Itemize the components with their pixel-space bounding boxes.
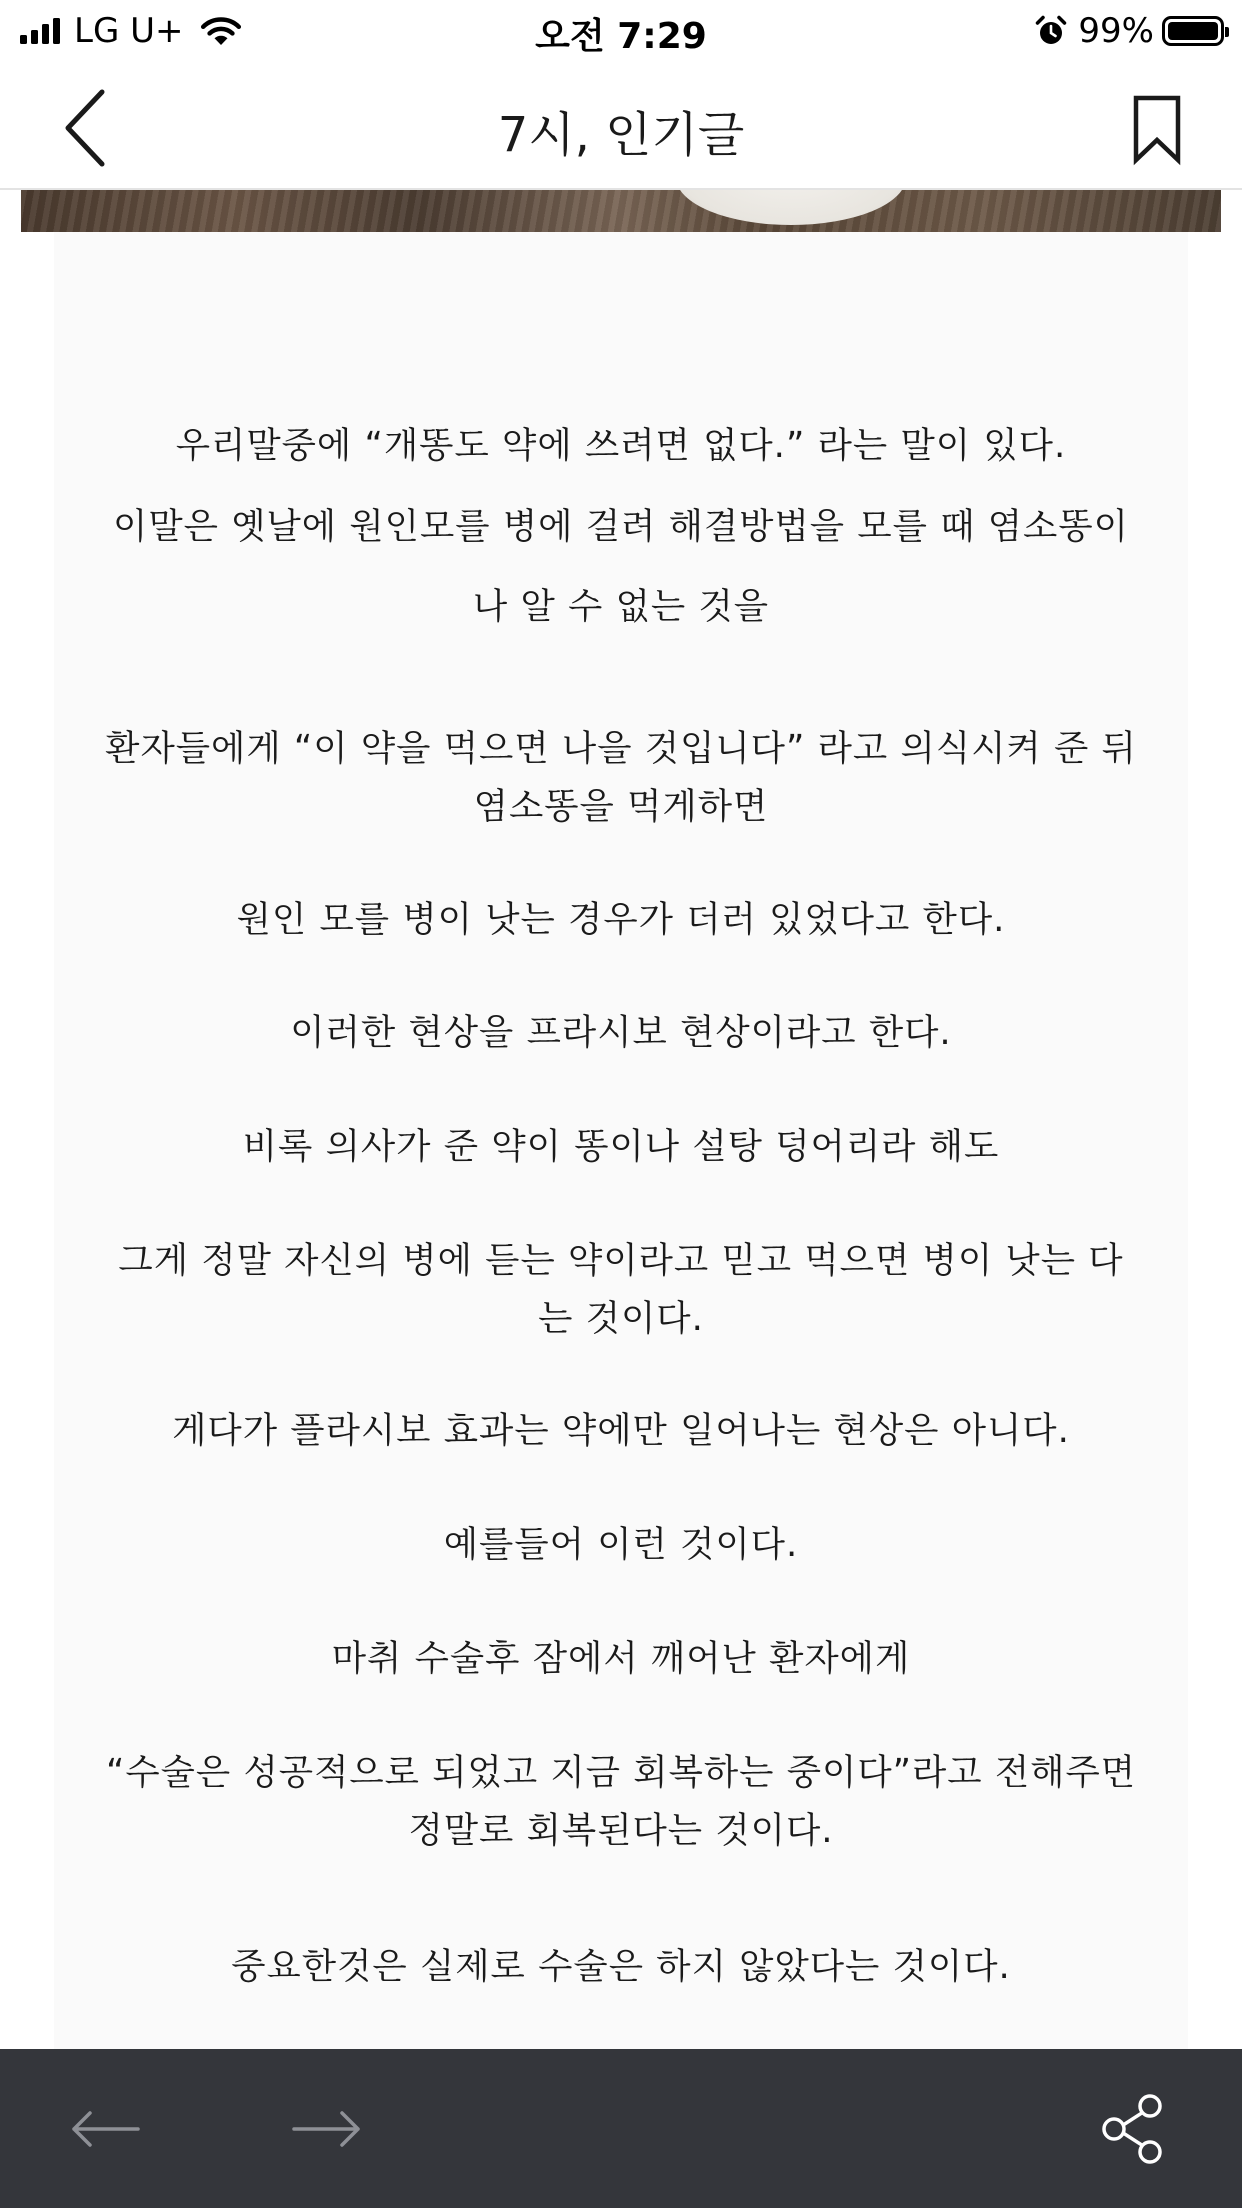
article-paragraph	[54, 1938, 1188, 1996]
paragraph-line: 이러한 현상을 프라시보 현상이라고 한다.	[290, 1012, 952, 1053]
paragraph-line: 는 것이다.	[538, 1298, 704, 1339]
status-right	[1034, 10, 1224, 52]
article-paragraph	[54, 417, 1188, 475]
article-paragraph	[54, 1004, 1188, 1062]
arrow-left-icon	[66, 2089, 146, 2169]
bottom-toolbar	[0, 2049, 1242, 2208]
article-paragraph	[54, 891, 1188, 949]
browser-forward-button[interactable]	[286, 2089, 366, 2169]
paragraph-line: 마취 수술후 잠에서 깨어난 환자에게	[331, 1638, 911, 1679]
status-bar	[0, 0, 1242, 62]
bookmark-icon	[1122, 92, 1192, 168]
article-paragraph	[54, 498, 1188, 556]
browser-back-button[interactable]	[66, 2089, 146, 2169]
article-hero-image	[21, 190, 1221, 232]
paragraph-line: “수술은 성공적으로 되었고 지금 회복하는 중이다”라고 전해주면	[105, 1752, 1137, 1793]
paragraph-line: 염소똥을 먹게하면	[473, 786, 769, 827]
paragraph-line: 예를들어 이런 것이다.	[443, 1524, 799, 1565]
battery-nub	[1225, 27, 1229, 37]
wood-texture	[21, 190, 1221, 232]
article-paragraph	[54, 1402, 1188, 1460]
paragraph-line: 게다가 플라시보 효과는 약에만 일어나는 현상은 아니다.	[172, 1410, 1070, 1451]
page-title: 7시, 인기글	[497, 107, 745, 163]
battery-icon	[1162, 16, 1224, 46]
article-paragraph	[54, 1516, 1188, 1574]
alarm-icon	[1034, 14, 1068, 48]
article-paragraph	[54, 578, 1188, 636]
carrier-name: LG U+	[74, 11, 184, 51]
article-paragraph	[54, 1118, 1188, 1176]
article-paragraph	[54, 1232, 1188, 1348]
paragraph-line: 정말로 회복된다는 것이다.	[408, 1810, 834, 1851]
paragraph-line: 그게 정말 자신의 병에 듣는 약이라고 믿고 먹으면 병이 낫는 다	[118, 1240, 1124, 1281]
paragraph-line: 나 알 수 없는 것을	[472, 586, 770, 627]
paragraph-line: 이말은 옛날에 원인모를 병에 걸려 해결방법을 모를 때 염소똥이	[113, 506, 1129, 547]
paragraph-line: 중요한것은 실제로 수술은 하지 않았다는 것이다.	[231, 1946, 1011, 1987]
bookmark-button[interactable]	[1122, 92, 1192, 168]
status-time: 오전 7:29	[535, 16, 707, 57]
article-paragraph	[54, 1744, 1188, 1860]
nav-header	[0, 62, 1242, 190]
article-paragraph	[54, 720, 1188, 836]
share-icon	[1092, 2089, 1172, 2169]
paragraph-line: 환자들에게 “이 약을 먹으면 나을 것입니다” 라고 의식시켜 준 뒤	[105, 728, 1137, 769]
battery-percent: 99%	[1078, 11, 1154, 51]
back-button[interactable]	[50, 88, 130, 168]
paragraph-line: 우리말중에 “개똥도 약에 쓰려면 없다.” 라는 말이 있다.	[175, 425, 1067, 466]
chevron-left-icon	[50, 88, 130, 168]
article-body	[54, 232, 1188, 2049]
paragraph-line: 비록 의사가 준 약이 똥이나 설탕 덩어리라 해도	[242, 1126, 1000, 1167]
share-button[interactable]	[1092, 2089, 1172, 2169]
battery-fill	[1168, 22, 1218, 40]
article-paragraph	[54, 1630, 1188, 1688]
paragraph-line: 원인 모를 병이 낫는 경우가 더러 있었다고 한다.	[236, 899, 1006, 940]
arrow-right-icon	[286, 2089, 366, 2169]
